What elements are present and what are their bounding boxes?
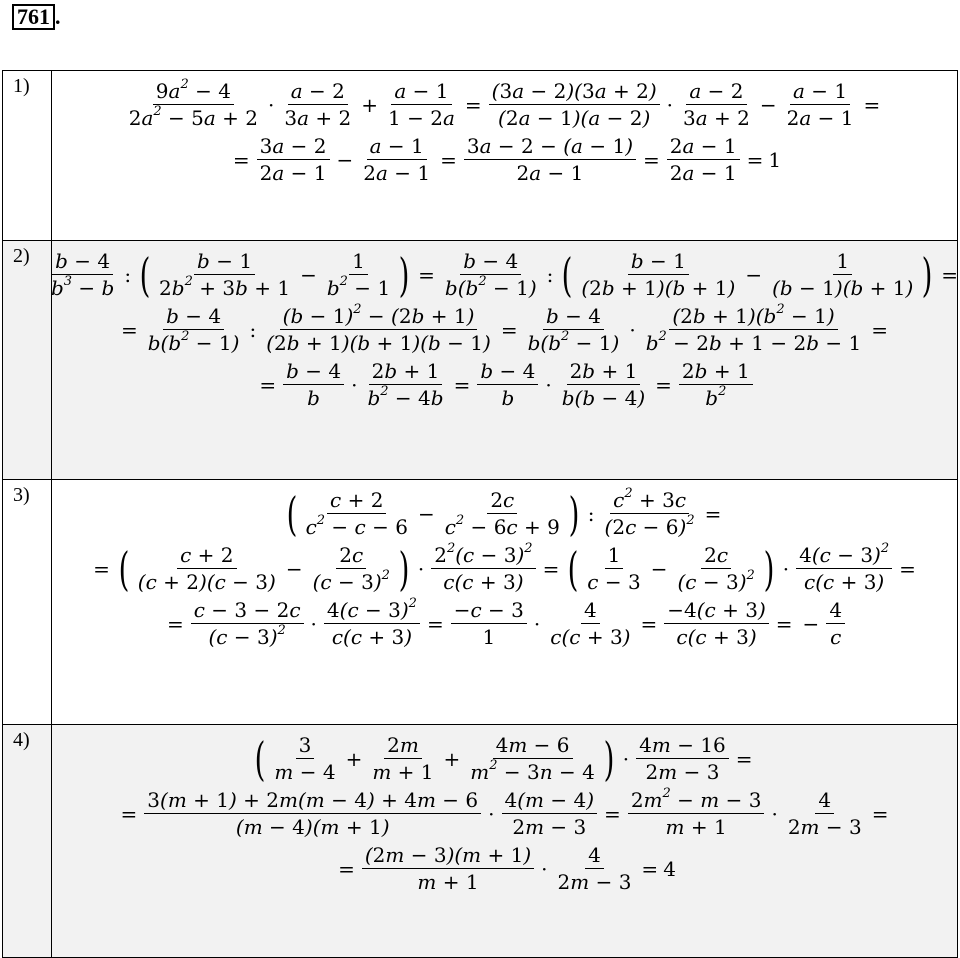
formula-line: = $\frac{3(m + 1) + 2m(m - 4) + 4m - 6}{(m - 4)(m + 1)}$ · $\frac{4(m - 4)}{2m - 3}$ = $\frac{2m^2 - m - 3}{m + 1}$ · $\frac{4}{2m - 3}$ = [120,786,889,839]
solution-row-1 [3,71,958,241]
formula-line: $\frac{b - 4}{b^3 - b}$ : ( $\frac{b - 1}{2b^2 + 3b + 1}$ − $\frac{1}{b^2 - 1}$ ) = $\frac{b - 4}{b(b^2 - 1)}$ : ( $\frac{b - 1}{(2b + 1)(b + 1)}$ − $\frac{1}{(b - 1)(b + 1)}$ ) = [50,247,959,302]
problem-number-box: 761 [12,4,55,30]
formula-line: = $\frac{b - 4}{b(b^2 - 1)}$ : $\frac{(b - 1)^2 - (2b + 1)}{(2b + 1)(b + 1)(b - 1)}$ = $\frac{b - 4}{b(b^2 - 1)}$ · $\frac{(2b + 1)(b^2 - 1)}{b^2 - 2b + 1 - 2b - 1}$ = [120,302,889,355]
formula-line: = ( $\frac{c + 2}{(c + 2)(c - 3)}$ − $\frac{2c}{(c - 3)^2}$ ) · $\frac{2^2(c - 3)^2}{c(c + 3)}$ = ( $\frac{1}{c - 3}$ − $\frac{2c}{(c - 3)^2}$ ) · $\frac{4(c - 3)^2}{c(c + 3)}$ = [93,541,916,596]
formula-line: ( $\frac{c + 2}{c^2 - c - 6}$ − $\frac{2c}{c^2 - 6c + 9}$ ) : $\frac{c^2 + 3c}{(2c - 6)^2}$ = [286,486,722,541]
solution-cell-3 [52,480,958,725]
solution-cell-2 [52,241,958,480]
row-label: 3) [3,480,52,725]
solution-row-2 [3,241,958,480]
problem-number: 761 . [12,4,61,30]
formula-line: = $\frac{(2m - 3)(m + 1)}{m + 1}$ · $\frac{4}{2m - 3}$ = 4 [338,843,676,894]
row-label: 2) [3,241,52,480]
formula-line: $\frac{9a^2 - 4}{2a^2 - 5a + 2}$ · $\frac{a - 2}{3a + 2}$ + $\frac{a - 1}{1 - 2a}$ = $\frac{(3a - 2)(3a + 2)}{(2a - 1)(a - 2)}$ · $\frac{a - 2}{3a + 2}$ − $\frac{a - 1}{2a - 1}$ = [128,77,881,130]
solution-cell-4 [52,725,958,958]
formula-line: ( $\frac{3}{m - 4}$ + $\frac{2m}{m + 1}$ + $\frac{4m - 6}{m^2 - 3n - 4}$ ) · $\frac{4m - 16}{2m - 3}$ = [255,731,753,786]
solution-cell-1 [52,71,958,241]
formula-line: = $\frac{c - 3 - 2c}{(c - 3)^2}$ · $\frac{4(c - 3)^2}{c(c + 3)}$ = $\frac{-c - 3}{1}$ · $\frac{4}{c(c + 3)}$ = $\frac{-4(c + 3)}{c(c + 3)}$ = − $\frac{4}{c}$ [52,598,957,649]
row-label: 1) [3,71,52,241]
solution-row-4 [3,725,958,958]
formula-line: = $\frac{b - 4}{b}$ · $\frac{2b + 1}{b^2 - 4b}$ = $\frac{b - 4}{b}$ · $\frac{2b + 1}{b(b - 4)}$ = $\frac{2b + 1}{b^2}$ [52,359,957,410]
solution-row-3 [3,480,958,725]
row-label: 4) [3,725,52,958]
solution-table [2,70,958,958]
formula-line: = $\frac{3a - 2}{2a - 1}$ − $\frac{a - 1}{2a - 1}$ = $\frac{3a - 2 - (a - 1)}{2a - 1}$ = $\frac{2a - 1}{2a - 1}$ = 1 [232,134,782,185]
